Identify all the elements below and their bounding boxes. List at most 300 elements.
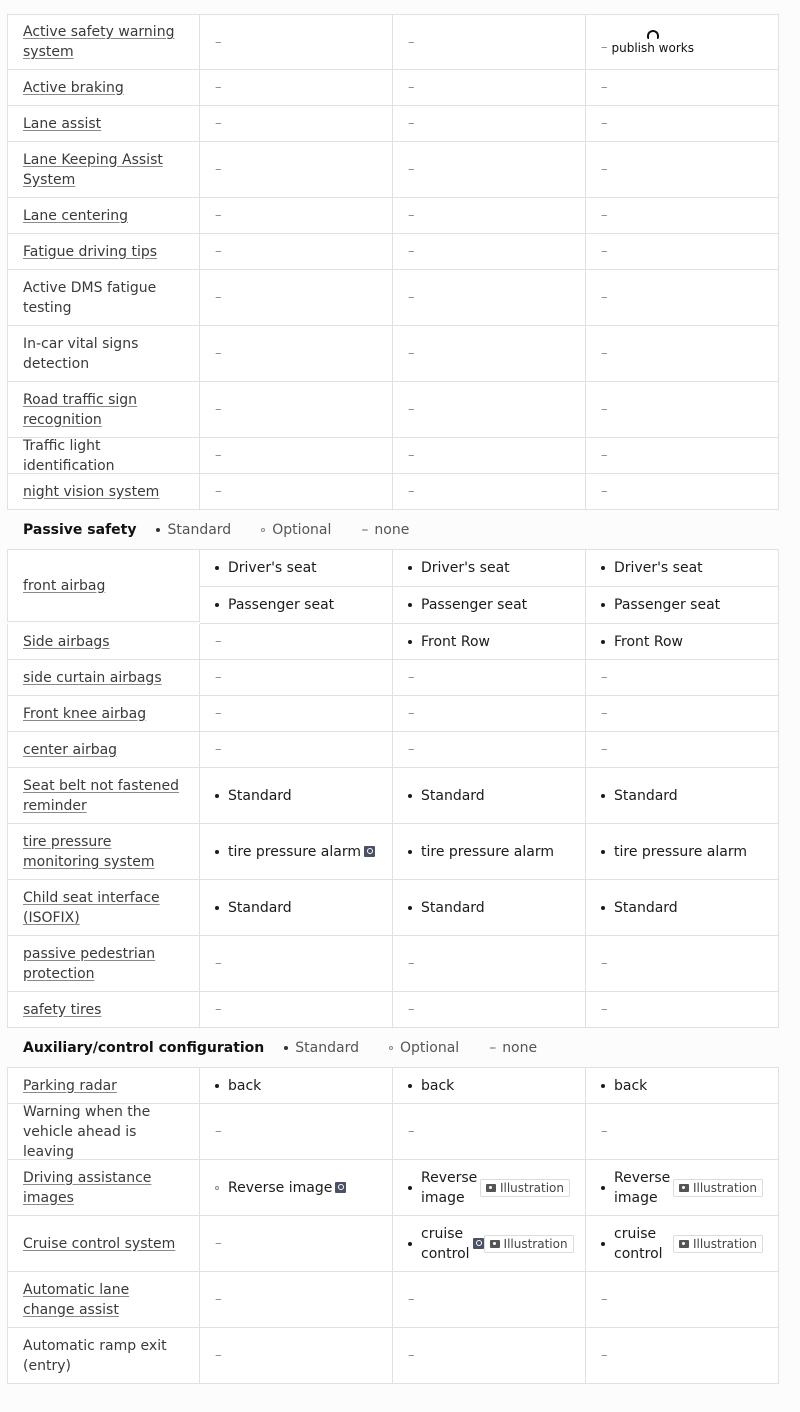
none-dash: – [408,1348,415,1363]
table-row [7,624,779,660]
value-subcolumn [393,550,586,624]
spec-label-link[interactable]: Child seat interface (ISOFIX) [23,889,160,926]
value [601,1002,763,1017]
spec-label-link[interactable]: Cruise control system [23,1235,176,1252]
table-row [7,660,779,696]
publish-label: publish works [611,40,694,55]
none-dash: – [215,1236,222,1251]
value [215,208,377,223]
label-cell [7,270,200,326]
value [601,346,763,361]
standard-marker [408,603,412,607]
spec-label: Automatic ramp exit (entry) [23,1337,167,1374]
section-title: Auxiliary/control configuration [23,1039,265,1056]
value [601,1168,763,1208]
value-cell [200,382,393,438]
publish-icon [647,30,659,39]
value [601,448,763,463]
none-dash: – [601,706,608,721]
value-cell [200,1160,393,1216]
value-cell [200,732,393,768]
value-text: Front Row [614,633,683,650]
none-dash: – [408,162,415,177]
table-row [7,1216,779,1272]
none-dash: – [601,402,608,417]
section-header [7,1028,779,1068]
standard-marker [215,603,219,607]
value-cell [200,936,393,992]
table-row [7,936,779,992]
illustration-button[interactable] [484,1235,574,1253]
standard-marker [601,566,605,570]
spec-label-link[interactable]: center airbag [23,741,118,758]
illustration-button[interactable] [673,1235,763,1253]
label-cell [7,70,200,106]
label-cell [7,550,200,622]
value-cell [200,696,393,732]
table-row [7,1328,779,1384]
value-text: Standard [421,899,485,916]
spec-label: Traffic light identification [23,437,115,474]
legend-none [489,1040,537,1056]
value-cell [200,1068,393,1104]
spec-label-link[interactable]: Road traffic sign recognition [23,391,138,428]
value [601,1224,763,1264]
standard-marker [601,850,605,854]
camera-icon [679,1184,689,1192]
table-row [7,696,779,732]
none-dash: – [601,1348,608,1363]
spec-label-link[interactable]: Parking radar [23,1077,117,1094]
value [601,842,763,862]
value-text: Driver's seat [228,560,317,576]
value [408,208,570,223]
value-cell [200,438,393,474]
none-dash: – [601,39,608,55]
none-dash: – [215,244,222,259]
value [408,162,570,177]
standard-marker [408,1084,412,1088]
none-dash: – [215,402,222,417]
value-cell [393,70,586,106]
value-text: Standard [228,899,292,916]
illustration-label: Illustration [503,1236,568,1251]
value-cell [586,824,779,880]
value-cell [393,1216,586,1272]
legend-standard [284,1040,359,1056]
table-row [7,70,779,106]
none-dash: – [601,1292,608,1307]
none-dash: – [215,742,222,757]
none-dash: – [601,448,608,463]
spec-label-link[interactable]: Fatigue driving tips [23,243,158,260]
value-cell [586,1272,779,1328]
value-cell [200,880,393,936]
standard-marker [601,906,605,910]
none-dash: – [215,1002,222,1017]
label-cell [7,732,200,768]
legend-optional [389,1040,459,1056]
standard-marker [408,906,412,910]
section-header [7,510,779,550]
value [215,786,377,806]
table-row [7,1160,779,1216]
value-cell [586,1068,779,1104]
value [408,290,570,305]
standard-marker [215,906,219,910]
standard-marker [408,794,412,798]
value-text: back [228,1077,262,1094]
value [601,706,763,721]
value [601,786,763,806]
value-cell [200,106,393,142]
value [215,706,377,721]
value-text: Front Row [421,633,490,650]
spec-label-link[interactable]: Front knee airbag [23,705,147,722]
value [601,484,763,499]
none-dash: – [601,116,608,131]
value [601,244,763,259]
value-cell [200,624,393,660]
none-dash: – [408,116,415,131]
value-cell [200,474,393,510]
none-dash: – [601,208,608,223]
none-dash: – [215,116,222,131]
label-cell [7,696,200,732]
value-text: Standard [421,787,485,804]
spec-label-link[interactable]: Lane Keeping Assist System [23,151,163,188]
value-cell [200,14,393,70]
value [215,898,377,918]
value-cell [200,1216,393,1272]
value-text: tire pressure alarm [421,843,555,860]
value-cell [586,1328,779,1384]
camera-icon [490,1240,500,1248]
value-cell [200,768,393,824]
legend-dash: – [361,521,369,538]
label-cell [7,660,200,696]
spec-label-link[interactable]: night vision system [23,483,160,500]
value [601,670,763,685]
none-dash: – [215,448,222,463]
value-cell [200,70,393,106]
standard-marker [601,1186,605,1190]
none-dash: – [408,1124,415,1139]
value-cell [393,270,586,326]
value-cell [393,1160,586,1216]
value-text: Reverse image [614,1169,671,1206]
value-text: Passenger seat [614,597,721,613]
value-text: Standard [614,787,678,804]
camera-icon [679,1240,689,1248]
label-cell [7,438,200,474]
value-cell [586,382,779,438]
value-cell [586,992,779,1028]
value [215,402,377,417]
value-cell [393,880,586,936]
none-dash: – [408,742,415,757]
none-dash: – [215,290,222,305]
none-dash: – [408,1292,415,1307]
value-cell [393,234,586,270]
value [408,742,570,757]
legend-marker [261,528,265,532]
spec-label-link[interactable]: passive pedestrian protection [23,945,156,982]
value [215,116,377,131]
none-dash: – [215,80,222,95]
value-subcell [200,587,392,623]
value-cell [393,14,586,70]
value-cell [393,106,586,142]
standard-marker [601,603,605,607]
none-dash: – [408,448,415,463]
none-dash: – [408,956,415,971]
legend-none [361,522,409,538]
none-dash: – [408,208,415,223]
value-cell [393,1328,586,1384]
table-row [7,234,779,270]
table-row-front-airbag [7,550,779,624]
none-dash: – [215,34,222,50]
label-cell [7,1328,200,1384]
table-row [7,142,779,198]
value [601,80,763,95]
label-cell [7,1272,200,1328]
value [215,80,377,95]
none-dash: – [408,244,415,259]
label-cell [7,474,200,510]
value-text: Reverse image [421,1169,478,1206]
spec-label-link[interactable]: Driving assistance images [23,1169,152,1206]
value [408,402,570,417]
value [408,1124,570,1139]
spec-label: Active DMS fatigue testing [23,279,157,316]
value-cell [393,438,586,474]
value-cell [586,142,779,198]
value-cell [586,198,779,234]
none-dash: – [601,244,608,259]
label-cell [7,992,200,1028]
none-dash: – [215,346,222,361]
section-title: Passive safety [23,521,137,538]
value-cell [200,992,393,1028]
value [601,1124,763,1139]
value-cell [393,1068,586,1104]
none-dash: – [408,80,415,95]
none-dash: – [215,670,222,685]
value [215,634,377,649]
value-cell [393,1104,586,1160]
label-cell [7,142,200,198]
value-subcolumn [586,550,779,624]
value-cell [393,474,586,510]
value-cell [586,1216,779,1272]
value-cell [586,880,779,936]
label-cell [7,768,200,824]
value-subcell [200,550,392,587]
none-dash: – [215,956,222,971]
value-cell [393,660,586,696]
value-cell [586,326,779,382]
value [215,448,377,463]
value [408,898,570,918]
standard-marker [601,794,605,798]
value [408,1076,570,1096]
standard-marker [601,1242,605,1246]
optional-marker [215,1186,219,1190]
value-cell [200,270,393,326]
value [408,80,570,95]
none-dash: – [601,162,608,177]
value [601,1292,763,1307]
value-text: Standard [228,787,292,804]
table-row [7,198,779,234]
spec-label-link[interactable]: Active safety warning system [23,24,175,60]
label-cell [7,1160,200,1216]
value-text: Passenger seat [421,597,528,613]
value-cell [200,326,393,382]
spec-label-link[interactable]: Active braking [23,79,124,96]
illustration-label: Illustration [499,1180,564,1195]
value-cell [393,198,586,234]
legend-label: Optional [272,521,332,538]
value-cell [200,824,393,880]
value-cell [586,234,779,270]
value-cell [393,824,586,880]
value-cell [586,270,779,326]
value-cell [393,326,586,382]
value-text: Driver's seat [614,560,703,576]
none-dash: – [215,1348,222,1363]
spec-label-link[interactable]: safety tires [23,1001,102,1018]
manual-icon[interactable] [364,846,375,857]
value [408,484,570,499]
value-text: cruise control [614,1225,663,1262]
value [408,346,570,361]
value-cell [586,70,779,106]
none-dash: – [408,706,415,721]
spec-label-link[interactable]: front airbag [23,577,106,594]
table-row [7,824,779,880]
spec-label-link[interactable]: Side airbags [23,633,110,650]
label-cell [7,198,200,234]
spec-label-link[interactable]: Automatic lane change assist [23,1281,130,1318]
spec-label-link[interactable]: Lane centering [23,207,129,224]
standard-marker [601,1084,605,1088]
value [408,35,570,50]
value-text: back [614,1077,648,1094]
label-cell [7,936,200,992]
label-cell [7,14,200,70]
spec-label-link[interactable]: Seat belt not fastened reminder [23,777,180,814]
value-cell [393,1272,586,1328]
value [601,116,763,131]
none-dash: – [408,346,415,361]
illustration-button[interactable] [480,1179,570,1197]
legend-label: Optional [399,1039,460,1056]
none-dash: – [215,1292,222,1307]
none-dash: – [215,1124,222,1139]
value [215,742,377,757]
value [408,786,570,806]
legend-marker [156,528,160,532]
value [601,632,763,652]
standard-marker [215,794,219,798]
value [408,632,570,652]
standard-marker [408,850,412,854]
standard-marker [215,850,219,854]
value-cell [200,1104,393,1160]
illustration-label: Illustration [692,1236,757,1251]
value [215,1348,377,1363]
none-dash: – [215,208,222,223]
manual-icon[interactable] [335,1182,346,1193]
publish-works-button[interactable] [612,30,694,55]
value-text: back [421,1077,455,1094]
table-row [7,270,779,326]
value [601,208,763,223]
value-subcell [393,550,585,587]
spec-label-link[interactable]: tire pressure monitoring system [23,833,155,870]
table-row [7,382,779,438]
none-dash: – [215,162,222,177]
table-row [7,14,779,70]
value [408,1168,570,1208]
none-dash: – [215,634,222,649]
value-cell [586,624,779,660]
value [215,956,377,971]
standard-marker [601,640,605,644]
value [601,30,763,55]
value [601,162,763,177]
value-cell [200,142,393,198]
value [408,1292,570,1307]
spec-table [7,14,779,1384]
value-text: Reverse image [228,1179,333,1196]
value-text: tire pressure alarm [228,843,362,860]
legend-label: none [374,521,410,538]
spec-label-link[interactable]: Lane assist [23,115,102,132]
table-row [7,1068,779,1104]
spec-label-link[interactable]: side curtain airbags [23,669,162,686]
value-text: cruise control [421,1225,470,1262]
table-row [7,438,779,474]
none-dash: – [601,484,608,499]
legend-standard [156,522,231,538]
value-cell [393,768,586,824]
spec-label: Warning when the vehicle ahead is leaving [23,1103,151,1160]
none-dash: – [601,670,608,685]
value [601,1076,763,1096]
value [215,670,377,685]
value-cell [393,382,586,438]
value [601,290,763,305]
manual-icon[interactable] [473,1238,484,1249]
table-row [7,732,779,768]
none-dash: – [601,80,608,95]
value [408,244,570,259]
value-subcolumn [200,550,393,624]
label-cell [7,824,200,880]
value-cell [586,14,779,70]
illustration-button[interactable] [673,1179,763,1197]
value [215,1124,377,1139]
value-cell [393,936,586,992]
value-cell [393,992,586,1028]
value-cell [200,1328,393,1384]
value [601,402,763,417]
table-row [7,326,779,382]
